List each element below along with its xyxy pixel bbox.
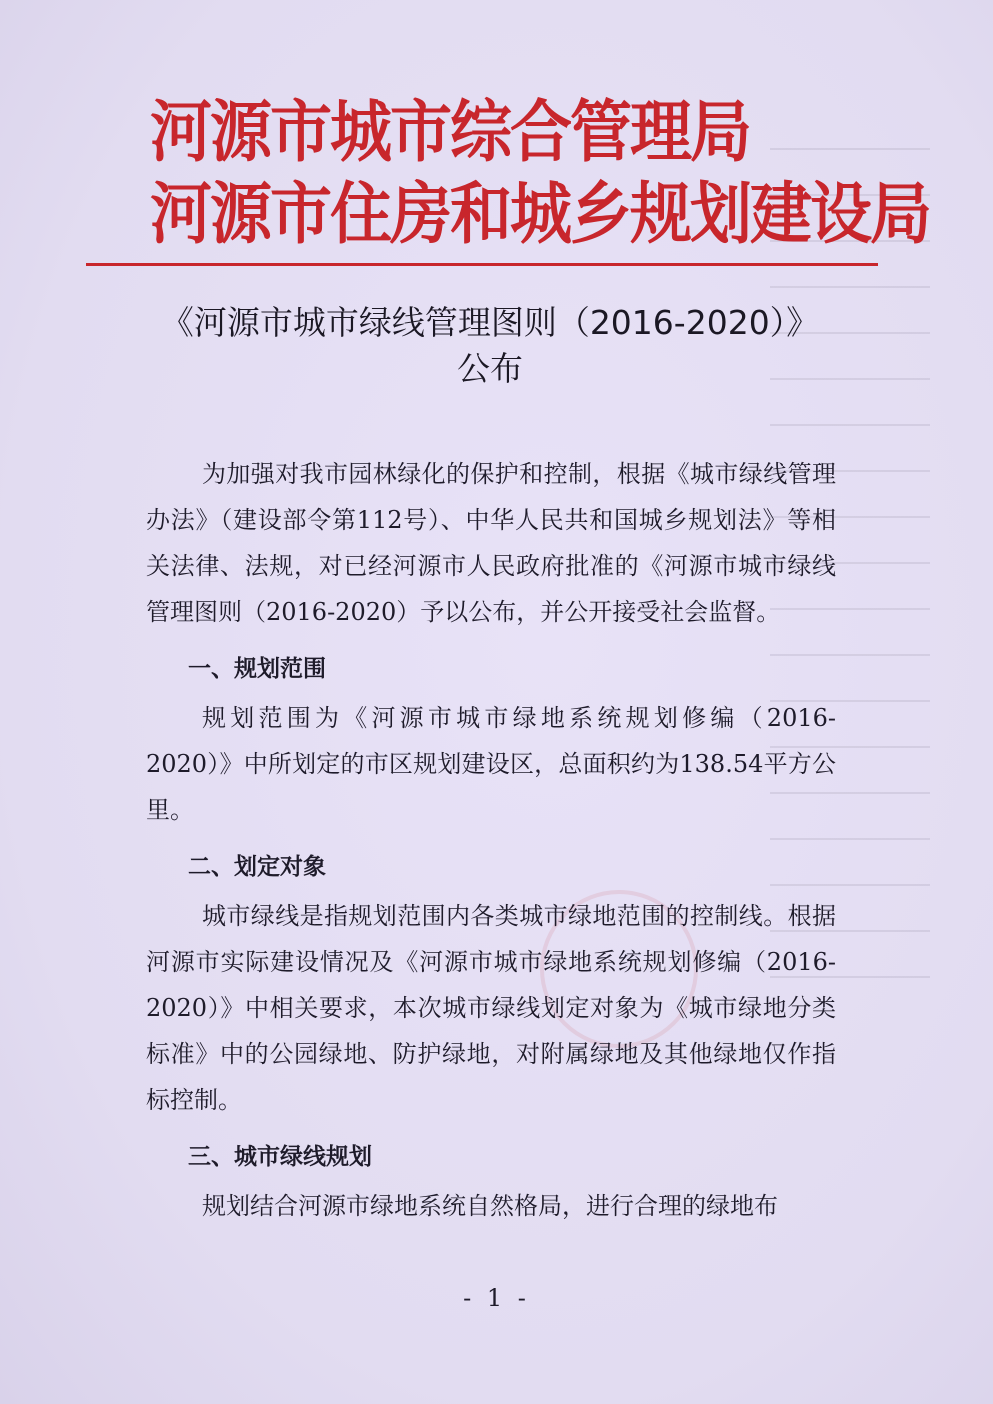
red-divider-line xyxy=(86,263,878,266)
authority-line-1: 河源市城市综合管理局 xyxy=(150,92,751,172)
section-heading-scope: 一、规划范围 xyxy=(188,656,326,682)
section-text-greenline-plan: 规划结合河源市绿地系统自然格局，进行合理的绿地布 xyxy=(202,1192,778,1220)
document-title xyxy=(90,300,890,392)
section-heading-greenline-plan: 三、城市绿线规划 xyxy=(188,1144,372,1170)
title-line-2: 公布 xyxy=(457,349,523,388)
intro-paragraph: 为加强对我市园林绿化的保护和控制，根据《城市绿线管理办法》（建设部令第112号）、中华人民共和国城乡规划法》等相关法律、法规，对已经河源市人民政府批准的《河源市城市绿线管理图则（2016-2020）予以公布，并公开接受社会监督。 xyxy=(146,460,836,626)
title-line-1: 《河源市城市绿线管理图则（2016-2020）》 xyxy=(160,303,820,342)
issuing-authority-header xyxy=(150,88,931,254)
section-text-scope: 规划范围为《河源市城市绿地系统规划修编（2016-2020）》中所划定的市区规划建设区，总面积约为138.54平方公里。 xyxy=(146,704,836,824)
page-number: - 1 - xyxy=(463,1284,530,1312)
section-text-objects: 城市绿线是指规划范围内各类城市绿地范围的控制线。根据河源市实际建设情况及《河源市城市绿地系统规划修编（2016-2020）》中相关要求，本次城市绿线划定对象为《城市绿地分类标准》中的公园绿地、防护绿地，对附属绿地及其他绿地仅作指标控制。 xyxy=(146,902,836,1114)
document-body xyxy=(146,451,836,1229)
authority-line-2: 河源市住房和城乡规划建设局 xyxy=(150,174,931,254)
section-heading-objects: 二、划定对象 xyxy=(188,854,326,880)
